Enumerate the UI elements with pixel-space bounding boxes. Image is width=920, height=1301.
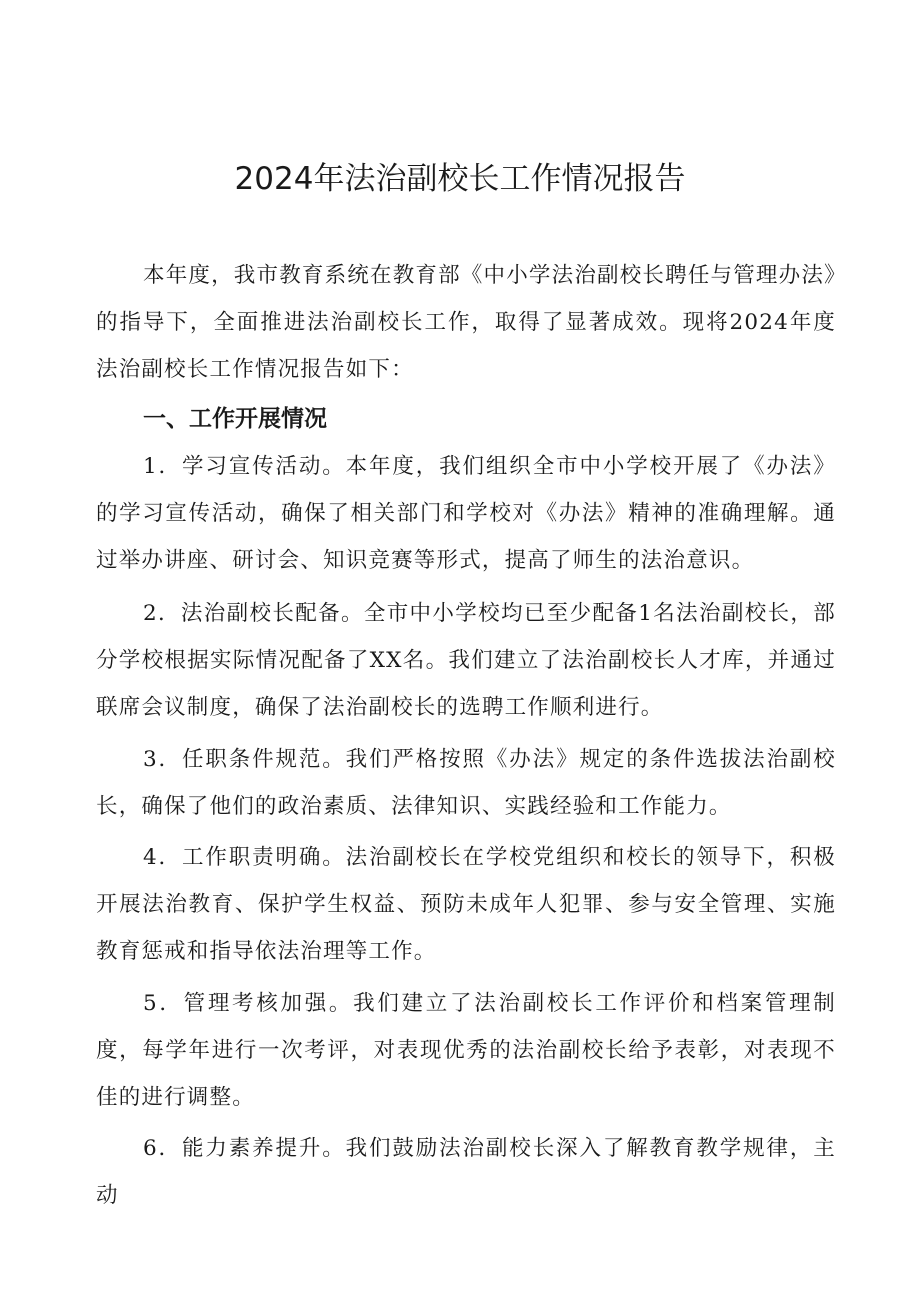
document-title: 2024年法治副校长工作情况报告 (234, 161, 686, 197)
paragraph-item-1: 1．学习宣传活动。本年度，我们组织全市中小学校开展了《办法》的学习宣传活动，确保了相关部门和学校对《办法》精神的准确理解。通过举办讲座、研讨会、知识竞赛等形式，提高了师生的法治意识。 (96, 454, 836, 573)
paragraph-item-4: 4．工作职责明确。法治副校长在学校党组织和校长的领导下，积极开展法治教育、保护学生权益、预防未成年人犯罪、参与安全管理、实施教育惩戒和指导依法治理等工作。 (96, 845, 836, 964)
section-heading-work-progress: 一、工作开展情况 (143, 406, 327, 432)
paragraph-item-5: 5．管理考核加强。我们建立了法治副校长工作评价和档案管理制度，每学年进行一次考评，对表现优秀的法治副校长给予表彰，对表现不佳的进行调整。 (96, 991, 836, 1110)
paragraph-item-2: 2．法治副校长配备。全市中小学校均已至少配备1名法治副校长，部分学校根据实际情况配备了XX名。我们建立了法治副校长人才库，并通过联席会议制度，确保了法治副校长的选聘工作顺利进行。 (96, 601, 836, 720)
intro-paragraph: 本年度，我市教育系统在教育部《中小学法治副校长聘任与管理办法》的指导下，全面推进法治副校长工作，取得了显著成效。现将2024年度法治副校长工作情况报告如下： (96, 263, 836, 382)
paragraph-item-3: 3．任职条件规范。我们严格按照《办法》规定的条件选拔法治副校长，确保了他们的政治素质、法律知识、实践经验和工作能力。 (96, 747, 836, 819)
paragraph-item-6: 6．能力素养提升。我们鼓励法治副校长深入了解教育教学规律，主动 (96, 1136, 836, 1208)
